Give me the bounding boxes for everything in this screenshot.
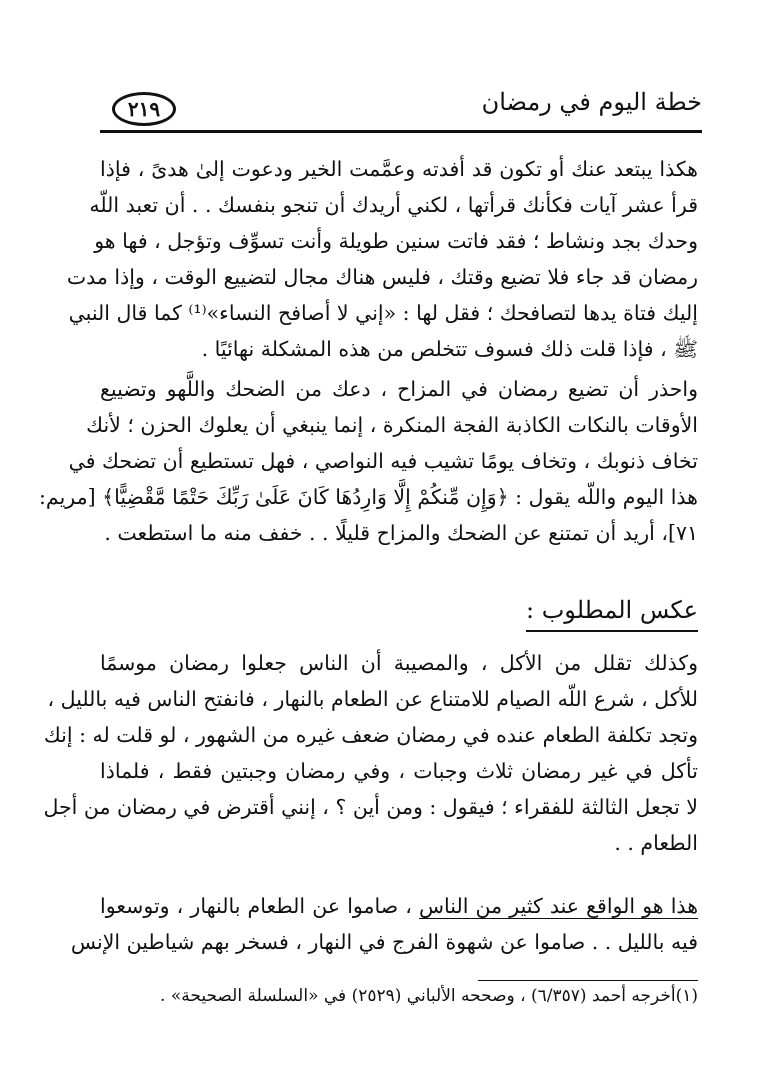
text-line: ٧١]، أريد أن تمتنع عن الضحك والمزاح قليلًا . . خفف منه ما استطعت . <box>104 521 698 545</box>
text-line: ﷺ ، فإذا قلت ذلك فسوف تتخلص من هذه المشكلة نهائيًا . <box>201 337 698 361</box>
header-divider <box>100 130 702 133</box>
page-number: ٢١٩ <box>127 97 161 121</box>
text-line: إليك فتاة يدها لتصافحك ؛ فقل لها : «إني لا أصافح النساء»⁽¹⁾ كما قال النبي <box>68 301 698 325</box>
text-line: وتجد تكلفة الطعام عنده في رمضان ضعف غيره من الشهور ، لو قلت له : إنك <box>43 723 698 747</box>
text-line: واحذر أن تضيع رمضان في المزاح ، دعك من الضحك واللَّهو وتضييع <box>100 377 698 401</box>
text-fragment: ، صاموا عن الطعام بالنهار ، وتوسعوا <box>100 894 420 918</box>
text-line: لا تجعل الثالثة للفقراء ؛ فيقول : ومن أين ؟ ، إنني أقترض في رمضان من أجل <box>43 795 698 819</box>
text-line: تخاف ذنوبك ، وتخاف يومًا تشيب فيه النواصي ، فهل تستطيع أن تضحك في <box>68 449 698 473</box>
text-line: هذا اليوم واللّه يقول : ﴿وَإِن مِّنكُمْ إِلَّا وَارِدُهَا كَانَ عَلَىٰ رَبِّكَ حَتْمًا مَّقْضِيًّا﴾ [مريم: <box>39 485 698 509</box>
paragraph-1 <box>66 151 698 367</box>
underlined-phrase: هذا هو الواقع عند كثير من الناس <box>419 894 699 918</box>
footnote: (١)أخرجه أحمد (٦/٣٥٧) ، وصححه الألباني (٢٥٢٩) في «السلسلة الصحيحة» . <box>160 986 698 1006</box>
text-line: الأوقات بالنكات الكاذبة الفجة المنكرة ، إنما ينبغي أن يعلوك الحزن ؛ لأنك <box>86 413 698 437</box>
text-line: رمضان قد جاء فلا تضيع وقتك ، فليس هناك مجال لتضييع الوقت ، وإذا مدت <box>66 265 698 289</box>
text-line: تأكل في غير رمضان ثلاث وجبات ، وفي رمضان وجبتين فقط ، فلماذا <box>100 759 698 783</box>
footnote-divider <box>478 980 698 981</box>
text-line: الطعام . . <box>614 831 698 855</box>
text-line: فيه بالليل . . صاموا عن شهوة الفرج في النهار ، فسخر بهم شياطين الإنس <box>70 930 698 954</box>
text-line: وحدك بجد ونشاط ؛ فقد فاتت سنين طويلة وأنت تسوِّف وتؤجل ، فها هو <box>94 229 698 253</box>
paragraph-4 <box>70 888 699 960</box>
paragraph-2 <box>39 371 698 551</box>
text-line: وكذلك تقلل من الأكل ، والمصيبة أن الناس جعلوا رمضان موسمًا <box>100 651 698 675</box>
text-line: هكذا يبتعد عنك أو تكون قد أفدته وعمَّمت الخير ودعوت إلىٰ هدىً ، فإذا <box>100 157 698 181</box>
text-line <box>100 888 698 924</box>
paragraph-3 <box>43 645 698 861</box>
running-header-title: خطة اليوم في رمضان <box>481 88 702 116</box>
text-line: للأكل ، شرع اللّه الصيام للامتناع عن الطعام بالنهار ، فانفتح الناس فيه بالليل ، <box>47 687 698 711</box>
page-number-badge <box>112 92 176 126</box>
text-line: قرأ عشر آيات فكأنك قرأتها ، لكني أريدك أن تنجو بنفسك . . أن تعبد اللّه <box>89 193 698 217</box>
section-subheading: عكس المطلوب : <box>526 596 698 632</box>
